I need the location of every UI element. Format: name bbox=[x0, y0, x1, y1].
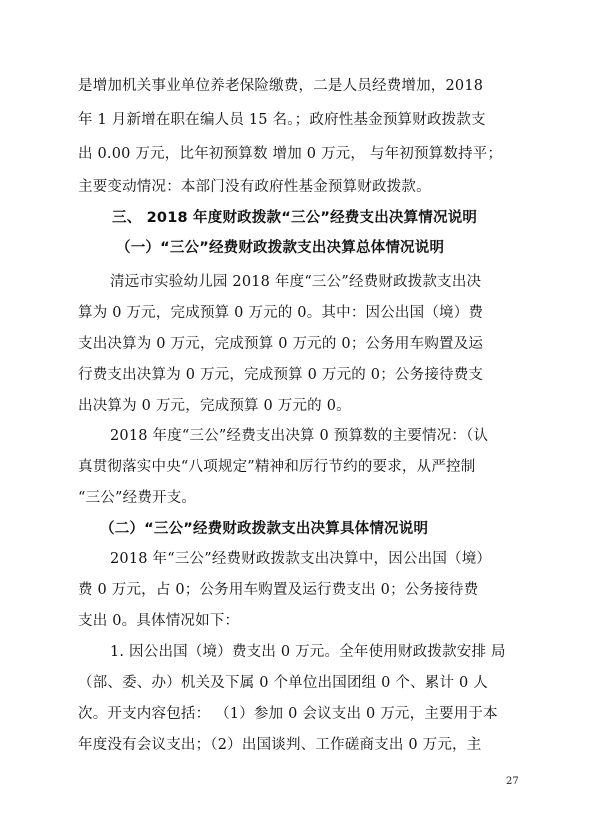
paragraph-line-2: 年 1 月新增在职在编人员 15 名。；政府性基金预算财政拨款支 bbox=[78, 112, 486, 128]
paragraph-line-13: 2018 年“三公”经费财政拨款支出决算中，因公出国（境） bbox=[110, 551, 492, 567]
subsection-heading-1: （一）“三公”经费财政拨款支出决算总体情况说明 bbox=[116, 240, 445, 256]
section-heading-3: 三、 2018 年度财政拨款“三公”经费支出决算情况说明 bbox=[112, 210, 478, 226]
paragraph-line-4: 主要变动情况：本部门没有政府性基金预算财政拨款。 bbox=[78, 179, 431, 195]
page-number: 27 bbox=[506, 776, 519, 787]
paragraph-line-14: 费 0 万元，占 0；公务用车购置及运行费支出 0；公务接待费 bbox=[78, 582, 479, 598]
subsection-heading-2: （二）“三公”经费财政拨款支出决算具体情况说明 bbox=[100, 521, 429, 537]
paragraph-line-10: 2018 年度“三公”经费支出决算 0 预算数的主要情况：（认 bbox=[110, 428, 489, 444]
paragraph-line-5: 清远市实验幼儿园 2018 年度“三公”经费财政拨款支出决 bbox=[110, 274, 482, 290]
paragraph-line-12: “三公”经费开支。 bbox=[78, 490, 197, 506]
paragraph-line-17: （部、委、办）机关及下属 0 个单位出国团组 0 个、累计 0 人 bbox=[78, 675, 488, 691]
paragraph-line-7: 支出决算为 0 万元，完成预算 0 万元的 0；公务用车购置及运 bbox=[78, 336, 484, 352]
paragraph-line-9: 出决算为 0 万元，完成预算 0 万元的 0。 bbox=[78, 398, 351, 414]
paragraph-line-18: 次。开支内容包括： （1）参加 0 会议支出 0 万元，主要用于本 bbox=[78, 706, 498, 722]
paragraph-line-11: 真贯彻落实中央“八项规定”精神和厉行节约的要求，从严控制 bbox=[78, 459, 476, 475]
paragraph-line-6: 算为 0 万元，完成预算 0 万元的 0。其中：因公出国（境）费 bbox=[78, 305, 484, 321]
paragraph-line-1: 是增加机关事业单位养老保险缴费，二是人员经费增加，2018 bbox=[78, 78, 484, 94]
paragraph-line-15: 支出 0。具体情况如下： bbox=[78, 613, 240, 629]
paragraph-line-8: 行费支出决算为 0 万元，完成预算 0 万元的 0；公务接待费支 bbox=[78, 367, 484, 383]
paragraph-line-16: 1. 因公出国（境）费支出 0 万元。全年使用财政拨款安排 局 bbox=[110, 644, 506, 660]
paragraph-line-3: 出 0.00 万元，比年初预算数 增加 0 万元， 与年初预算数持平； bbox=[78, 146, 503, 162]
paragraph-line-19: 年度没有会议支出；（2）出国谈判、工作磋商支出 0 万元，主 bbox=[78, 737, 482, 753]
